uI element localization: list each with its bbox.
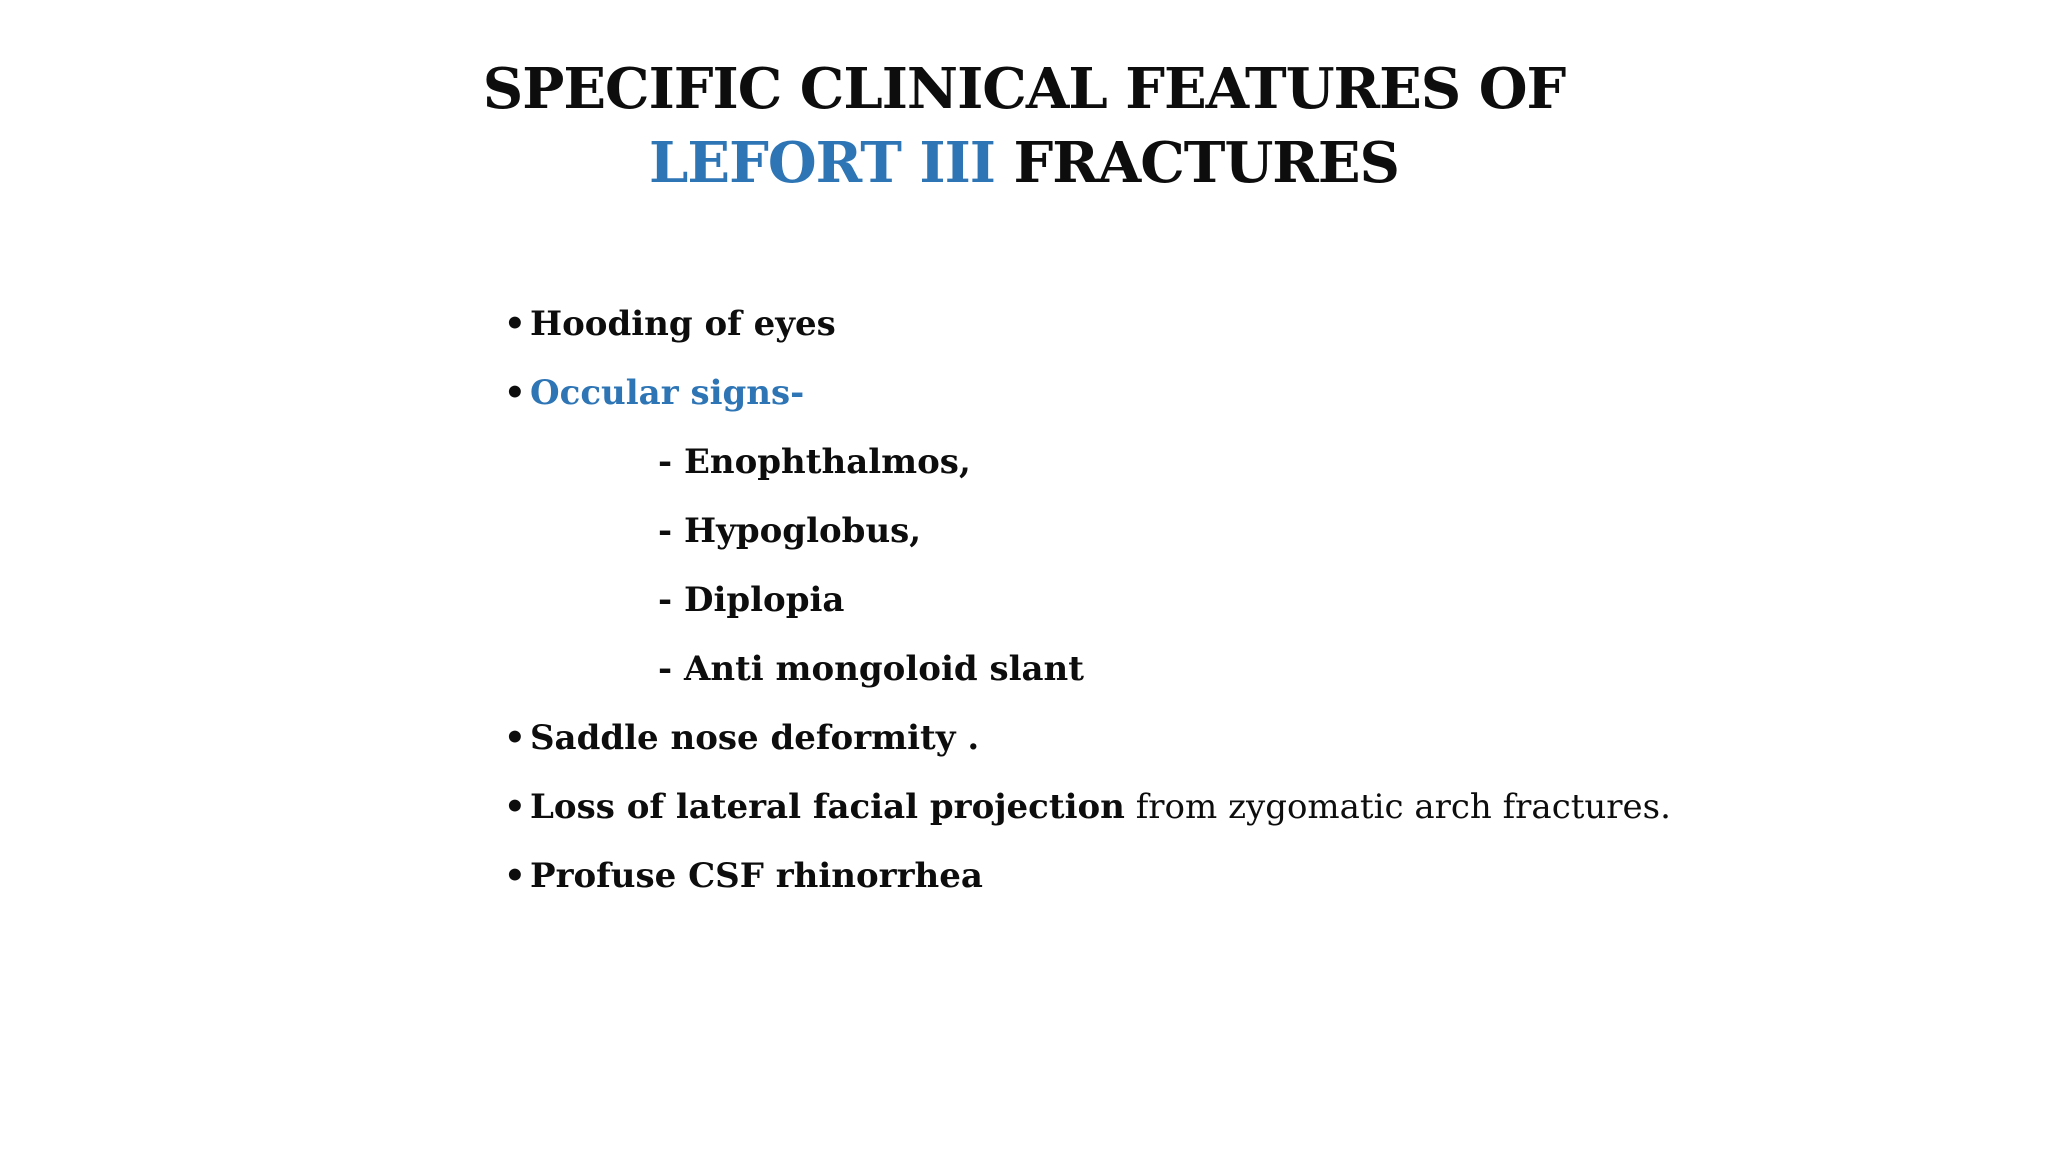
sub-item-diplopia [504,566,2004,635]
sub-item-anti-mongoloid-slant [504,635,2004,704]
bullet-marker: • [504,787,526,827]
sub-item-text: Hypoglobus, [683,511,922,551]
bullet-item-occular-signs [504,359,2004,428]
bullet-marker: • [504,856,526,896]
bullet-marker: • [504,304,526,344]
slide-title [0,52,2048,200]
bullet-marker: • [504,373,526,413]
bullet-item-lateral-projection [504,773,2004,842]
sub-item-text: Enophthalmos, [683,442,971,482]
title-line-1: SPECIFIC CLINICAL FEATURES OF [482,56,1566,122]
bullet-item-saddle-nose [504,704,2004,773]
bullet-text: Loss of lateral facial projection [530,787,1125,827]
sub-item-marker: - [658,649,673,689]
sub-item-hypoglobus [504,497,2004,566]
bullet-marker: • [504,718,526,758]
sub-item-marker: - [658,511,673,551]
bullet-item-csf-rhinorrhea [504,842,2004,911]
title-accent-text: LEFORT III [649,130,995,196]
title-rest-text: FRACTURES [994,130,1399,196]
sub-item-enophthalmos [504,428,2004,497]
bullet-text: Hooding of eyes [530,304,836,344]
bullet-item-hooding [504,290,2004,359]
bullet-text: Occular signs- [530,373,805,413]
sub-item-text: Diplopia [683,580,845,620]
bullet-list [504,290,2004,911]
sub-item-marker: - [658,580,673,620]
bullet-text: Saddle nose deformity . [530,718,980,758]
bullet-text: Profuse CSF rhinorrhea [530,856,983,896]
title-line-2 [0,126,2048,200]
sub-item-text: Anti mongoloid slant [683,649,1084,689]
bullet-text-regular: from zygomatic arch fractures. [1124,787,1671,827]
sub-item-marker: - [658,442,673,482]
